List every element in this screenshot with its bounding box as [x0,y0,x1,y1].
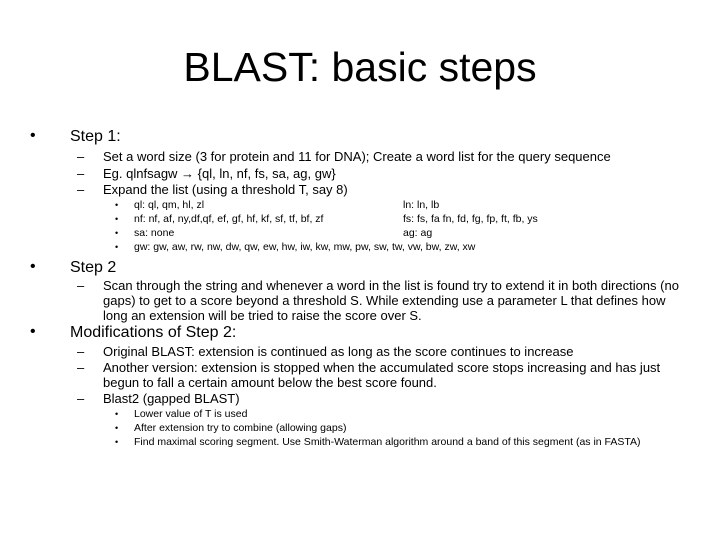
bullet-step-1: • [30,127,36,144]
sub-bullet: • [115,200,119,210]
step1-item-expand: Expand the list (using a threshold T, say 8) [103,182,348,197]
expand-list-item: sa: none [134,227,175,239]
dash-step1-a: – [77,149,85,164]
expand-list-item: ql: ql, qm, hl, zl [134,199,205,211]
modification-original-blast: Original BLAST: extension is continued as long as the score continues to increase [103,344,574,359]
step1-item-word-size: Set a word size (3 for protein and 11 for DNA); Create a word list for the query sequence [103,149,611,164]
sub-bullet: • [115,409,119,419]
blast2-item: After extension try to combine (allowing gaps) [134,422,347,434]
modification-blast2: Blast2 (gapped BLAST) [103,391,240,406]
dash-step3-c: – [77,391,85,406]
slide-title: BLAST: basic steps [183,44,537,90]
step-1-heading: Step 1: [70,128,121,145]
modifications-heading: Modifications of Step 2: [70,324,237,341]
step2-item-scan: Scan through the string and whenever a word in the list is found try to extend it in both directions (no gaps) to get to a score beyond a threshold S. While extending use a parameter L that defines how long an extension will be tried to raise the score over S. [103,278,679,323]
bullet-step-3: • [30,323,36,340]
arrow-right-icon: → [181,166,195,181]
step-2-heading: Step 2 [70,259,117,276]
sub-bullet: • [115,423,119,433]
expand-list-item-right: ag: ag [403,227,433,239]
modification-another-version: Another version: extension is stopped when the accumulated score stops increasing and has just begun to fall a certain amount below the best score found. [103,360,661,390]
blast2-item: Lower value of T is used [134,408,248,420]
dash-step3-b: – [77,360,85,375]
dash-step1-b: – [77,166,85,181]
sub-bullet: • [115,437,119,447]
dash-step2: – [77,278,85,293]
bullet-step-2: • [30,258,36,275]
expand-list-item-right: ln: ln, lb [403,199,440,211]
sub-bullet: • [115,242,119,252]
blast2-item: Find maximal scoring segment. Use Smith-Waterman algorithm around a band of this segment (as in FASTA) [134,436,641,448]
expand-list-item: gw: gw, aw, rw, nw, dw, qw, ew, hw, iw, kw, mw, pw, sw, tw, vw, bw, zw, xw [134,241,476,253]
sub-bullet: • [115,214,119,224]
sub-bullet: • [115,228,119,238]
step1-item-example: Eg. qlnfsagw → {ql, ln, nf, fs, sa, ag, gw} [103,166,336,181]
expand-list-item-right: fs: fs, fa fn, fd, fg, fp, ft, fb, ys [403,213,538,225]
dash-step1-c: – [77,182,85,197]
expand-list-item: nf: nf, af, ny,df,qf, ef, gf, hf, kf, sf, tf, bf, zf [134,213,324,225]
dash-step3-a: – [77,344,85,359]
